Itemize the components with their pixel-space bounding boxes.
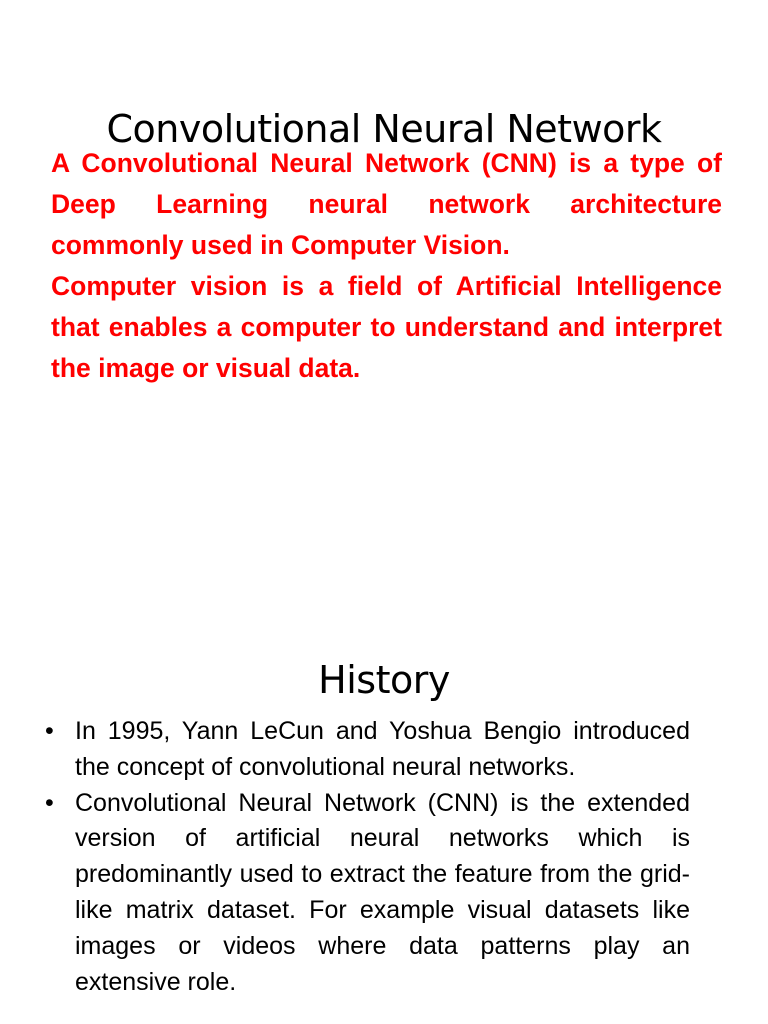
bullet-text: In 1995, Yann LeCun and Yoshua Bengio introduced the concept of convolutional neural networks. (75, 717, 690, 781)
intro-text (51, 143, 722, 389)
page-title: Convolutional Neural Network (106, 107, 662, 152)
intro-paragraph-computer-vision: Computer vision is a field of Artificial Intelligence that enables a computer to understand and interpret the image or visual data. (51, 271, 722, 383)
intro-paragraph-cnn: A Convolutional Neural Network (CNN) is a type of Deep Learning neural network architecture commonly used in Computer Vision. (51, 148, 722, 260)
section-title-history: History (318, 657, 450, 702)
bullet-icon: • (45, 717, 54, 745)
history-bullet-item (45, 714, 690, 786)
bullet-text: Convolutional Neural Network (CNN) is the extended version of artificial neural networks which is predominantly used to extract the feature from the grid-like matrix dataset. For example visual datasets like images or videos where data patterns play an extensive role. (75, 788, 690, 996)
history-bullet-item (45, 786, 690, 1001)
bullet-icon: • (45, 788, 54, 817)
history-bullet-list (45, 714, 690, 1000)
